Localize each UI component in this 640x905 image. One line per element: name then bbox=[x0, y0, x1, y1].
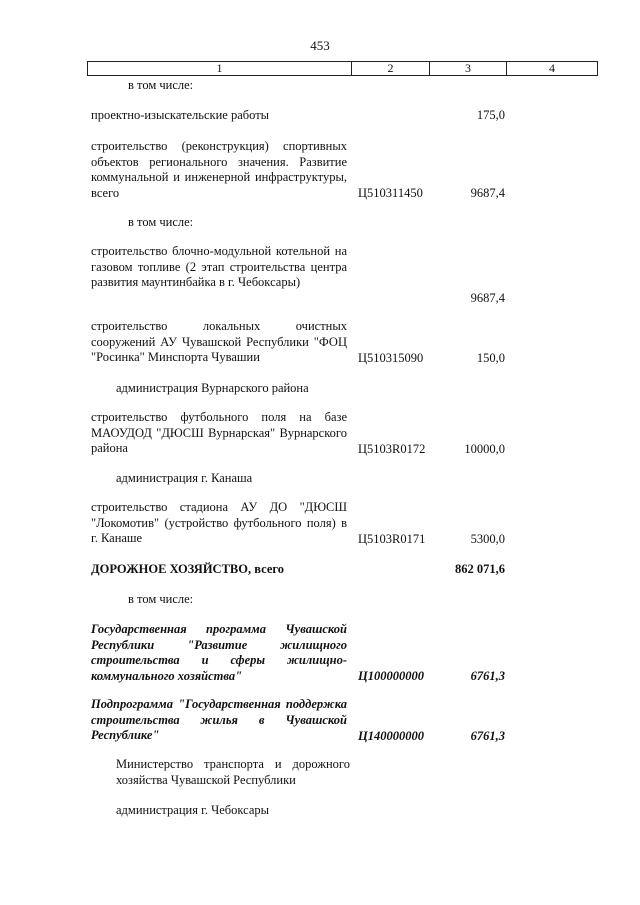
row-amount: 150,0 bbox=[476, 350, 505, 365]
row-text: строительство блочно-модульной котельной на газовом топливе (2 этап строительства центра развития маунтинбайка в г. Чебоксары) bbox=[91, 244, 347, 289]
subprogram-title: Подпрограмма "Государственная поддержка строительства жилья в Чувашской Республике" bbox=[91, 697, 347, 742]
row-amount: 9687,4 bbox=[470, 185, 505, 200]
row-amount: 6761,3 bbox=[470, 668, 505, 683]
table-row bbox=[88, 139, 600, 201]
table-row bbox=[88, 78, 600, 94]
row-amount: 862 071,6 bbox=[455, 562, 505, 576]
row-text: строительство стадиона АУ ДО "ДЮСШ "Локомотив" (устройство футбольного поля) в г. Канаше bbox=[91, 500, 347, 545]
table-row bbox=[88, 471, 600, 487]
row-text: проектно-изыскательские работы bbox=[91, 108, 270, 122]
row-text: администрация г. Чебоксары bbox=[116, 803, 270, 817]
table-row bbox=[88, 319, 600, 366]
table-row bbox=[88, 215, 600, 231]
table-row bbox=[88, 108, 600, 124]
row-amount: 9687,4 bbox=[470, 290, 505, 305]
row-code: Ц100000000 bbox=[358, 668, 424, 683]
row-code: Ц5103R0171 bbox=[358, 531, 426, 546]
header-col-4: 4 bbox=[549, 61, 555, 75]
table-row bbox=[88, 697, 600, 744]
row-amount: 10000,0 bbox=[464, 441, 505, 456]
row-text: строительство (реконструкция) спортивных объектов регионального значения. Развитие коммунальной и инженерной инфраструктуры, всего bbox=[91, 139, 347, 200]
row-text: в том числе: bbox=[128, 78, 194, 92]
row-text: администрация г. Канаша bbox=[116, 471, 253, 485]
row-amount: 175,0 bbox=[476, 108, 505, 122]
table-row bbox=[88, 500, 600, 547]
row-amount: 5300,0 bbox=[470, 531, 505, 546]
row-code: Ц5103R0172 bbox=[358, 441, 426, 456]
header-col-2: 2 bbox=[352, 62, 430, 75]
row-text: строительство футбольного поля на базе МАОУДОД "ДЮСШ Вурнарская" Вурнарского района bbox=[91, 410, 347, 455]
table-row bbox=[88, 381, 600, 397]
table-row bbox=[88, 803, 600, 819]
row-text: строительство локальных очистных сооружений АУ Чувашской Республики "ФОЦ "Росинка" Минспорта Чувашии bbox=[91, 319, 347, 364]
table-row bbox=[88, 622, 600, 684]
row-text: Министерство транспорта и дорожного хозяйства Чувашской Республики bbox=[116, 757, 350, 787]
row-code: Ц510311450 bbox=[358, 185, 423, 200]
row-text: администрация Вурнарского района bbox=[116, 381, 309, 395]
table-row bbox=[88, 244, 600, 306]
row-code: Ц140000000 bbox=[358, 728, 424, 743]
program-title: Государственная программа Чувашской Республики "Развитие жилищного строительства и сферы жилищно-коммунального хозяйства" bbox=[91, 622, 347, 683]
row-code: Ц510315090 bbox=[358, 350, 424, 365]
table-row bbox=[88, 757, 600, 789]
table-row bbox=[88, 592, 600, 608]
row-text: в том числе: bbox=[128, 215, 194, 229]
row-amount: 6761,3 bbox=[470, 728, 505, 743]
header-col-1: 1 bbox=[88, 62, 352, 75]
header-col-3: 3 bbox=[430, 62, 507, 75]
section-title: ДОРОЖНОЕ ХОЗЯЙСТВО, всего bbox=[91, 562, 284, 576]
table-header bbox=[87, 61, 598, 76]
page-number: 453 bbox=[310, 38, 330, 53]
table-row bbox=[88, 562, 600, 578]
table-row bbox=[88, 410, 600, 457]
row-text: в том числе: bbox=[128, 592, 194, 606]
